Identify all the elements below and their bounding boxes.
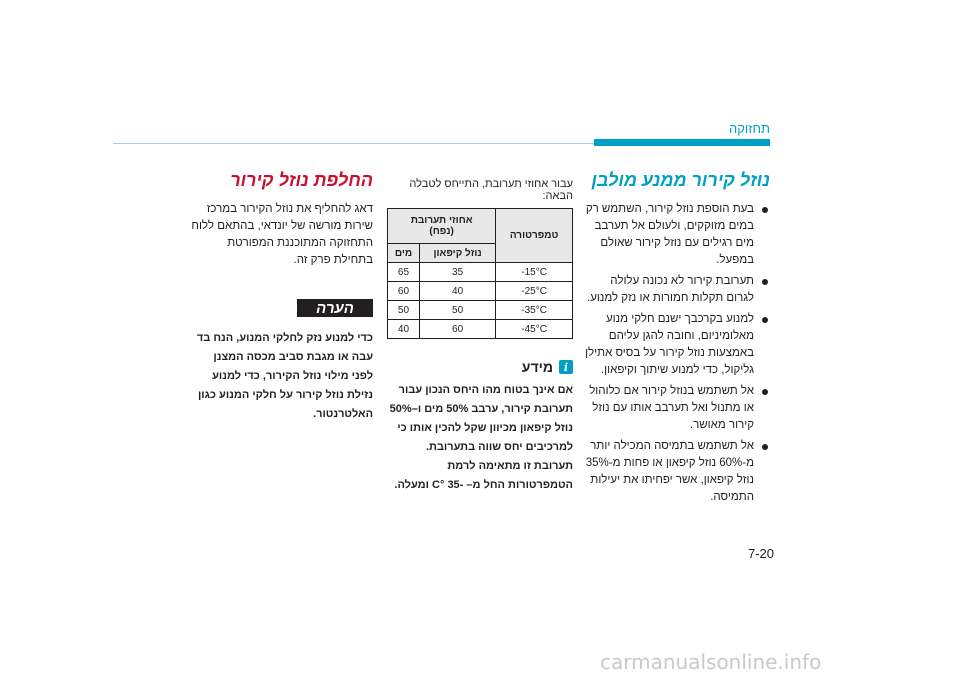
info-note-header <box>387 359 573 375</box>
bullet-icon <box>762 389 768 395</box>
warning-badge: הערה <box>297 299 373 317</box>
list-item <box>584 273 770 307</box>
cell-water: 65 <box>388 263 420 282</box>
list-item <box>584 383 770 434</box>
table-row <box>388 301 573 320</box>
cell-antifreeze: 50 <box>419 301 495 320</box>
cell-temperature: -25°C <box>496 282 573 301</box>
info-note-body: אם אינך בטוח מהו היחס הנכון עבור תערובת קירור, ערבב 50% מים ו–50% נוזל קיפאון מכיוון שקל להכין אותו כי למרכיבים יחס שווה בתערובת. תערובת זו מתאימה לרמת הטמפרטורות החל מ– -35 °C ומעלה. <box>389 384 573 491</box>
list-item-text: אל תשתמש בנוזל קירור אם כלוהול או מתנול ואל תערבב אותו עם נוזל קירור מאושר. <box>589 385 754 431</box>
cell-antifreeze: 35 <box>419 263 495 282</box>
table-row <box>388 320 573 339</box>
list-item-text: תערובת קירור לא נכונה עלולה לגרום תקלות חמורות או נזק למנוע. <box>587 275 754 304</box>
table-row <box>388 263 573 282</box>
list-item-text: למנוע בקרכבך ישנם חלקי מנוע מאלומיניום, וחובה להגן עליהם באמצעות נוזל קירור על בסיס אתילן גליקול, כדי למנוע שיתוך וקיפאון. <box>585 313 754 376</box>
header-accent-bar <box>594 139 770 146</box>
cell-water: 50 <box>388 301 420 320</box>
cell-water: 40 <box>388 320 420 339</box>
cell-antifreeze: 60 <box>419 320 495 339</box>
header-mixture-label: אחוזי תערובת <box>410 215 473 226</box>
mixture-section <box>387 178 573 495</box>
cell-water: 60 <box>388 282 420 301</box>
header-antifreeze: נוזל קיפאון <box>419 244 495 263</box>
list-item <box>584 311 770 379</box>
cell-antifreeze: 40 <box>419 282 495 301</box>
header-mixture <box>388 209 496 244</box>
coolant-spec-list <box>584 201 770 506</box>
list-item-text: בעת הוספת נוזל קירור, השתמש רק במים מזוקקים, ולעולם אל תערבב מים רגילים עם נוזל קירור שאולם במפעל. <box>585 203 754 266</box>
list-item <box>584 438 770 506</box>
info-icon: i <box>559 360 573 374</box>
bullet-icon <box>762 444 768 450</box>
coolant-spec-section <box>584 170 770 510</box>
table-header-row <box>388 209 573 244</box>
cell-temperature: -15°C <box>496 263 573 282</box>
cell-temperature: -45°C <box>496 320 573 339</box>
mixture-table-caption: עבור אחוזי תערובת, התייחס לטבלה הבאה: <box>409 178 573 202</box>
info-note-title: מידע <box>521 359 553 375</box>
header-temperature: טמפרטורה <box>496 209 573 263</box>
watermark: carmanualsonline.info <box>600 650 822 674</box>
mixture-table <box>387 208 573 339</box>
table-row <box>388 282 573 301</box>
bullet-icon <box>762 279 768 285</box>
page-number: 7-20 <box>748 546 775 561</box>
coolant-spec-title: נוזל קירור ממנע מולבן <box>591 170 770 190</box>
warning-text: כדי למנוע נזק לחלקי המנוע, הנח בד עבה או מגבת סביב מכסה המצנן לפני מילוי נוזל הקירור, כדי למנוע נזילת נוזל קירור על חלקי המנוע כגון האלטרנטור. <box>196 332 373 420</box>
header-water: מים <box>388 244 420 263</box>
bullet-icon <box>762 207 768 213</box>
cell-temperature: -35°C <box>496 301 573 320</box>
bullet-icon <box>762 317 768 323</box>
coolant-change-section <box>191 170 373 424</box>
coolant-change-paragraph: דאג להחליף את נוזל הקירור במרכז שירות מורשה של יונדאי, בהתאם ללוח התחזוקה המתוכננת המפורטת בתחילת פרק זה. <box>191 203 373 266</box>
section-title: תחזוקה <box>728 121 770 136</box>
list-item <box>584 201 770 269</box>
coolant-change-title: החלפת נוזל קירור <box>230 170 373 190</box>
list-item-text: אל תשתמש בתמיסה המכילה יותר מ-60% נוזל קיפאון או פחות מ-35% נוזל קיפאון, אשר יפחיתו את יעילות התמיסה. <box>585 440 754 503</box>
header-volume-label: (נפח) <box>429 226 454 237</box>
